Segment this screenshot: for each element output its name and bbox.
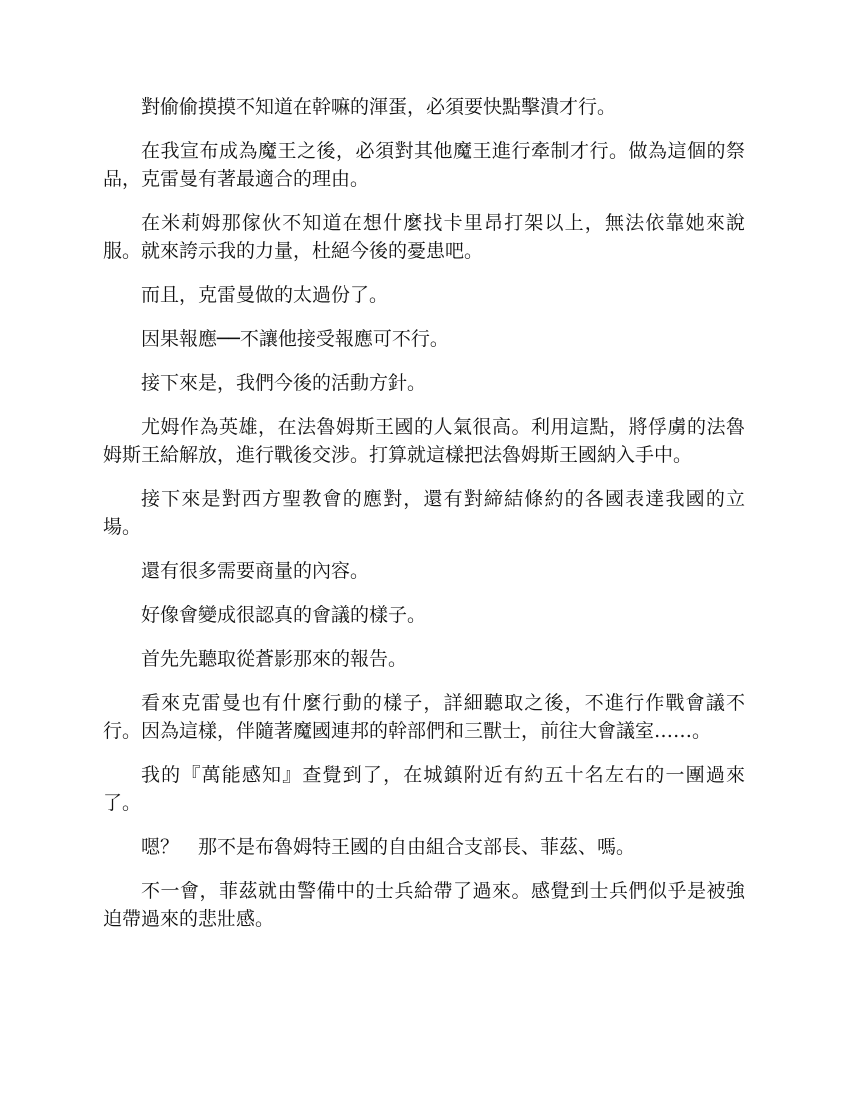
paragraph: 接下來是對西方聖教會的應對，還有對締結條約的各國表達我國的立場。 [103,488,745,538]
paragraph: 我的『萬能感知』查覺到了，在城鎮附近有約五十名左右的一團過來了。 [103,764,745,814]
paragraph: 對偷偷摸摸不知道在幹嘛的渾蛋，必須要快點擊潰才行。 [141,96,617,118]
paragraph: 在米莉姆那傢伙不知道在想什麼找卡里昂打架以上，無法依靠她來說服。就來誇示我的力量，杜絕今後的憂患吧。 [103,212,745,262]
paragraph: 看來克雷曼也有什麼行動的樣子，詳細聽取之後，不進行作戰會議不行。因為這樣，伴隨著魔國連邦的幹部們和三獸士，前往大會議室……。 [103,692,745,742]
paragraph: 還有很多需要商量的內容。 [141,560,370,582]
paragraph: 而且，克雷曼做的太過份了。 [141,284,389,306]
paragraph: 嗯？ 那不是布魯姆特王國的自由組合支部長、菲茲、嗎。 [141,836,636,858]
paragraph: 首先先聽取從蒼影那來的報告。 [141,648,408,670]
paragraph: 因果報應──不讓他接受報應可不行。 [141,328,449,350]
paragraph: 好像會變成很認真的會議的樣子。 [141,604,427,626]
paragraph: 接下來是，我們今後的活動方針。 [141,372,427,394]
paragraph: 尤姆作為英雄，在法魯姆斯王國的人氣很高。利用這點，將俘虜的法魯姆斯王給解放，進行戰後交涉。打算就這樣把法魯姆斯王國納入手中。 [103,416,745,466]
paragraph: 不一會，菲茲就由警備中的士兵給帶了過來。感覺到士兵們似乎是被強迫帶過來的悲壯感。 [103,880,745,930]
body-text [103,93,745,949]
paragraph: 在我宣布成為魔王之後，必須對其他魔王進行牽制才行。做為這個的祭品，克雷曼有著最適合的理由。 [103,140,745,190]
